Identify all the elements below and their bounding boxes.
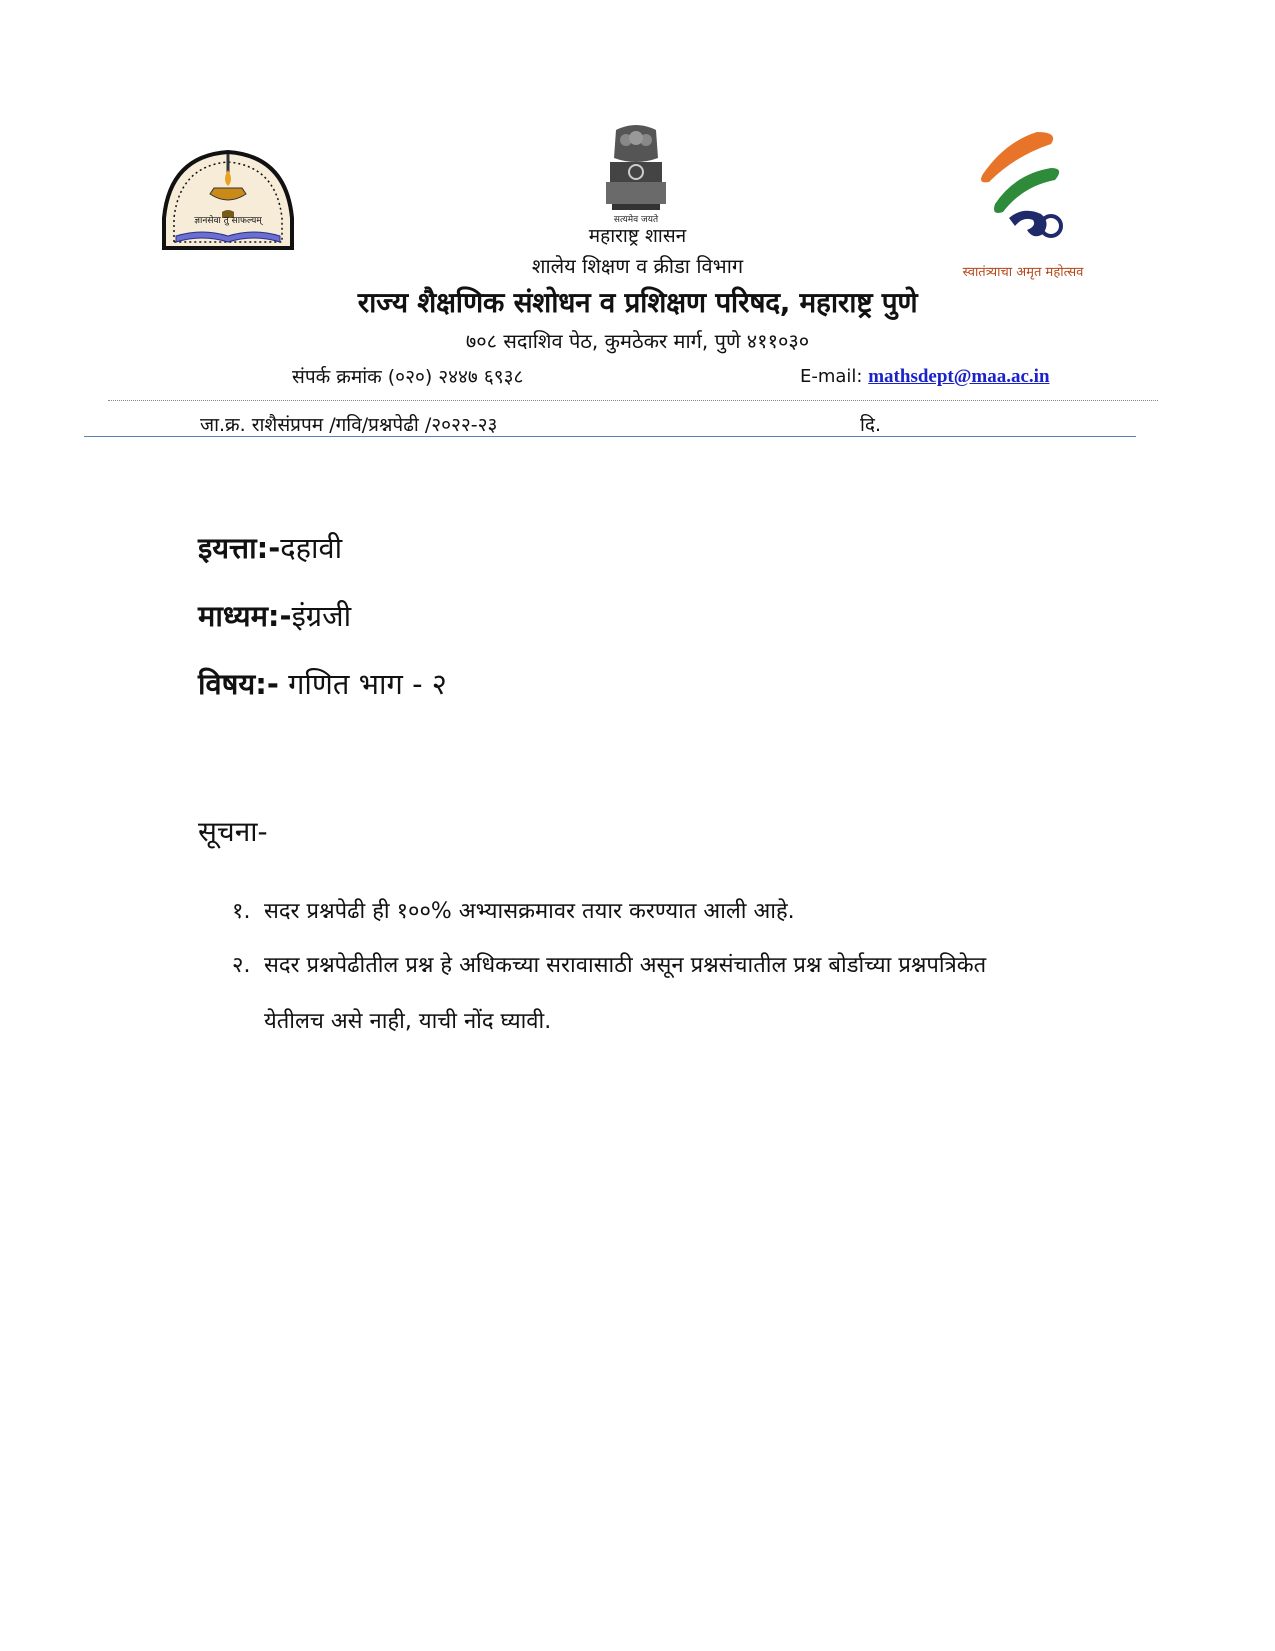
notice-item-number: २. — [232, 953, 251, 978]
subject-label: विषय:- — [198, 667, 279, 701]
notice-item-text: सदर प्रश्नपेढी ही १००% अभ्यासक्रमावर तयार करण्यात आली आहे. — [264, 899, 795, 924]
notice-item-text: सदर प्रश्नपेढीतील प्रश्न हे अधिकच्या सरावासाठी असून प्रश्नसंचातील प्रश्न बोर्डाच्या प्रश्नपत्रिकेत — [264, 953, 987, 978]
medium-value: इंग्रजी — [291, 599, 352, 633]
medium-label: माध्यम:- — [198, 599, 292, 633]
council-name: राज्य शैक्षणिक संशोधन व प्रशिक्षण परिषद, महाराष्ट्र पुणे — [357, 286, 918, 319]
medium-field — [198, 596, 351, 635]
contact-number: संपर्क क्रमांक (०२०) २४४७ ६९३८ — [292, 366, 524, 388]
subject-field — [198, 664, 447, 703]
notice-item-number: १. — [232, 899, 251, 924]
class-label: इयत्ता:- — [198, 531, 281, 565]
header-divider — [84, 436, 1136, 437]
government-name: महाराष्ट्र शासन — [588, 225, 687, 247]
right-logo-caption: स्वातंत्र्याचा अमृत महोत्सव — [962, 265, 1084, 280]
subject-value: गणित भाग - २ — [278, 667, 447, 701]
email-label: E-mail: — [800, 366, 863, 387]
department-name: शालेय शिक्षण व क्रीडा विभाग — [531, 254, 744, 278]
notice-item — [232, 938, 1112, 1050]
left-logo-motto: ज्ञानसेवा तु साफल्यम् — [194, 216, 262, 226]
reference-number: जा.क्र. राशैसंप्रपम /गवि/प्रश्नपेढी /२०२२-२३ — [200, 414, 498, 436]
emblem-motto: सत्यमेव जयते — [613, 215, 659, 225]
notice-title: सूचना- — [198, 815, 268, 848]
class-field — [198, 528, 342, 567]
email-link[interactable]: mathsdept@maa.ac.in — [868, 366, 1050, 387]
email-line — [800, 366, 1050, 388]
dotted-divider — [108, 400, 1158, 401]
notice-item — [232, 884, 1112, 940]
national-emblem-icon — [596, 120, 676, 220]
date-label: दि. — [860, 414, 882, 436]
address: ७०८ सदाशिव पेठ, कुमठेकर मार्ग, पुणे ४११०३० — [465, 329, 810, 353]
class-value: दहावी — [280, 531, 343, 565]
notice-item-text-continued: येतीलच असे नाही, याची नोंद घ्यावी. — [264, 1009, 552, 1034]
